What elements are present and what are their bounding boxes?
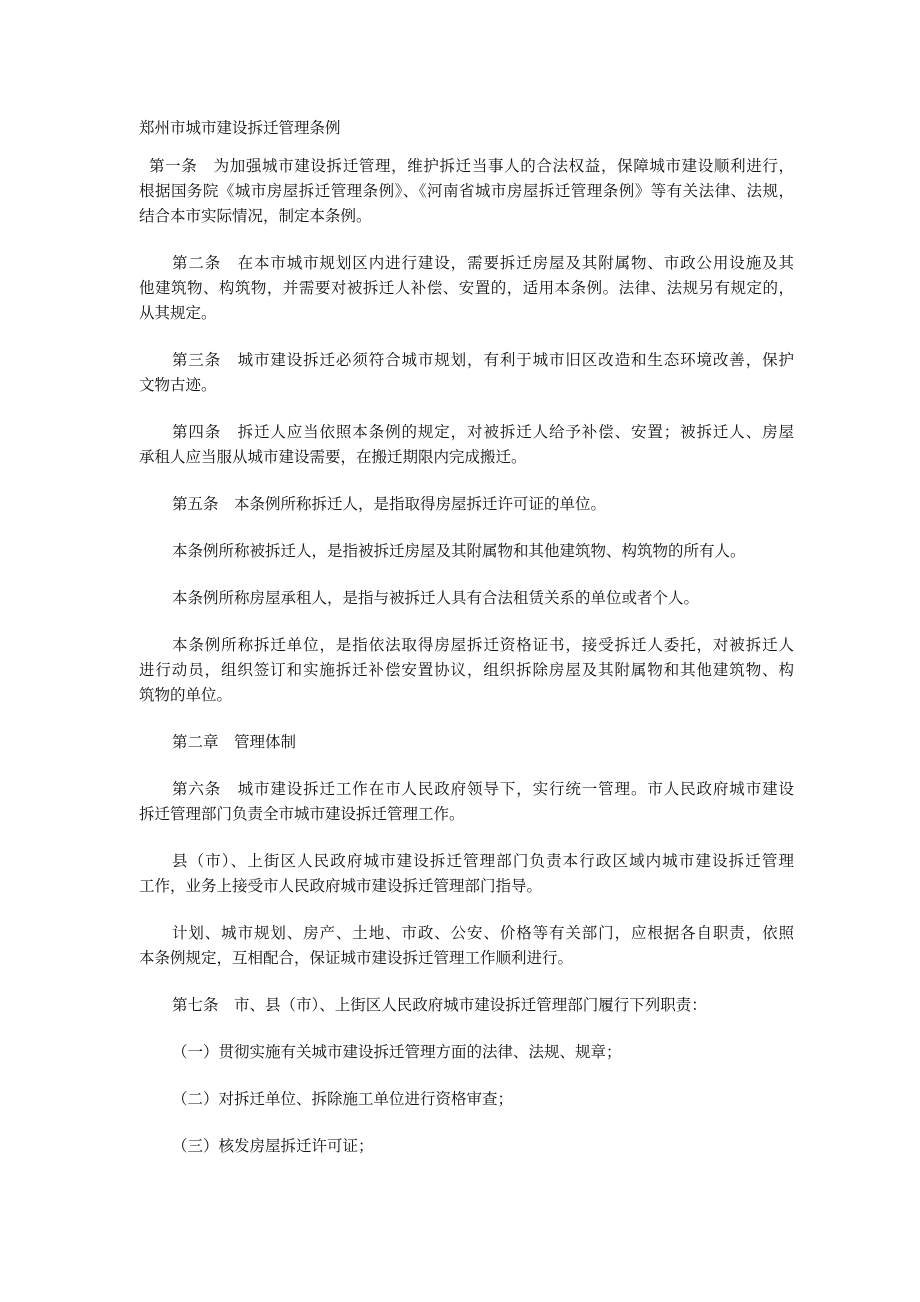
paragraph-line: 本条例规定，互相配合，保证城市建设拆迁管理工作顺利进行。 xyxy=(139,949,574,967)
paragraph-line: 本条例所称房屋承租人，是指与被拆迁人具有合法租赁关系的单位或者个人。 xyxy=(172,589,700,607)
paragraph-line: 第二章 管理体制 xyxy=(172,733,297,751)
paragraph xyxy=(139,633,794,708)
paragraph xyxy=(139,921,794,971)
paragraph-line: （一）贯彻实施有关城市建设拆迁管理方面的法律、法规、规章； xyxy=(172,1043,622,1061)
paragraph-line: 他建筑物、构筑物，并需要对被拆迁人补偿、安置的，适用本条例。法律、法规另有规定的， xyxy=(139,279,794,297)
paragraph xyxy=(139,1134,794,1159)
paragraph xyxy=(139,1040,794,1065)
paragraph-list xyxy=(139,154,794,1159)
paragraph-line: 筑物的单位。 xyxy=(139,686,233,704)
paragraph-line: 第五条 本条例所称拆迁人，是指取得房屋拆迁许可证的单位。 xyxy=(172,495,607,513)
paragraph-line: 文物古迹。 xyxy=(139,376,217,394)
paragraph-line: 第四条 拆迁人应当依照本条例的规定，对被拆迁人给予补偿、安置；被拆迁人、房屋 xyxy=(172,423,794,441)
paragraph-line: 拆迁管理部门负责全市城市建设拆迁管理工作。 xyxy=(139,805,465,823)
paragraph-line: 根据国务院《城市房屋拆迁管理条例》、《河南省城市房屋拆迁管理条例》等有关法律、法规， xyxy=(139,182,794,200)
paragraph xyxy=(139,586,794,611)
paragraph-line: 本条例所称被拆迁人，是指被拆迁房屋及其附属物和其他建筑物、构筑物的所有人。 xyxy=(172,542,746,560)
paragraph xyxy=(139,539,794,564)
paragraph-line: 第七条 市、县（市）、上街区人民政府城市建设拆迁管理部门履行下列职责： xyxy=(172,996,707,1014)
paragraph xyxy=(139,730,794,755)
paragraph-line: （二）对拆迁单位、拆除施工单位进行资格审查； xyxy=(172,1090,514,1108)
paragraph xyxy=(139,1087,794,1112)
paragraph xyxy=(139,251,794,326)
paragraph-line: 第三条 城市建设拆迁必须符合城市规划，有利于城市旧区改造和生态环境改善，保护 xyxy=(172,351,794,369)
paragraph-line: 进行动员，组织签订和实施拆迁补偿安置协议，组织拆除房屋及其附属物和其他建筑物、构 xyxy=(139,661,794,679)
paragraph-line: 承租人应当服从城市建设需要，在搬迁期限内完成搬迁。 xyxy=(139,448,527,466)
paragraph-line: 第六条 城市建设拆迁工作在市人民政府领导下，实行统一管理。市人民政府城市建设 xyxy=(172,780,794,798)
document-title: 郑州市城市建设拆迁管理条例 xyxy=(139,119,341,137)
paragraph xyxy=(139,492,794,517)
paragraph-line: 计划、城市规划、房产、土地、市政、公安、价格等有关部门，应根据各自职责，依照 xyxy=(172,924,794,942)
paragraph-line: 从其规定。 xyxy=(139,304,217,322)
document-body xyxy=(139,116,794,1181)
paragraph-line: 工作，业务上接受市人民政府城市建设拆迁管理部门指导。 xyxy=(139,877,543,895)
paragraph xyxy=(139,777,794,827)
paragraph-line: 县（市）、上街区人民政府城市建设拆迁管理部门负责本行政区域内城市建设拆迁管理 xyxy=(172,852,794,870)
paragraph xyxy=(139,993,794,1018)
paragraph-line: （三）核发房屋拆迁许可证； xyxy=(172,1137,374,1155)
paragraph xyxy=(139,154,794,229)
paragraph-line: 第一条 为加强城市建设拆迁管理，维护拆迁当事人的合法权益，保障城市建设顺利进行， xyxy=(149,157,794,175)
paragraph-line: 第二条 在本市城市规划区内进行建设，需要拆迁房屋及其附属物、市政公用设施及其 xyxy=(172,254,794,272)
paragraph-line: 结合本市实际情况，制定本条例。 xyxy=(139,207,372,225)
paragraph xyxy=(139,849,794,899)
paragraph xyxy=(139,420,794,470)
paragraph-line: 本条例所称拆迁单位，是指依法取得房屋拆迁资格证书，接受拆迁人委托，对被拆迁人 xyxy=(172,636,794,654)
paragraph xyxy=(139,348,794,398)
